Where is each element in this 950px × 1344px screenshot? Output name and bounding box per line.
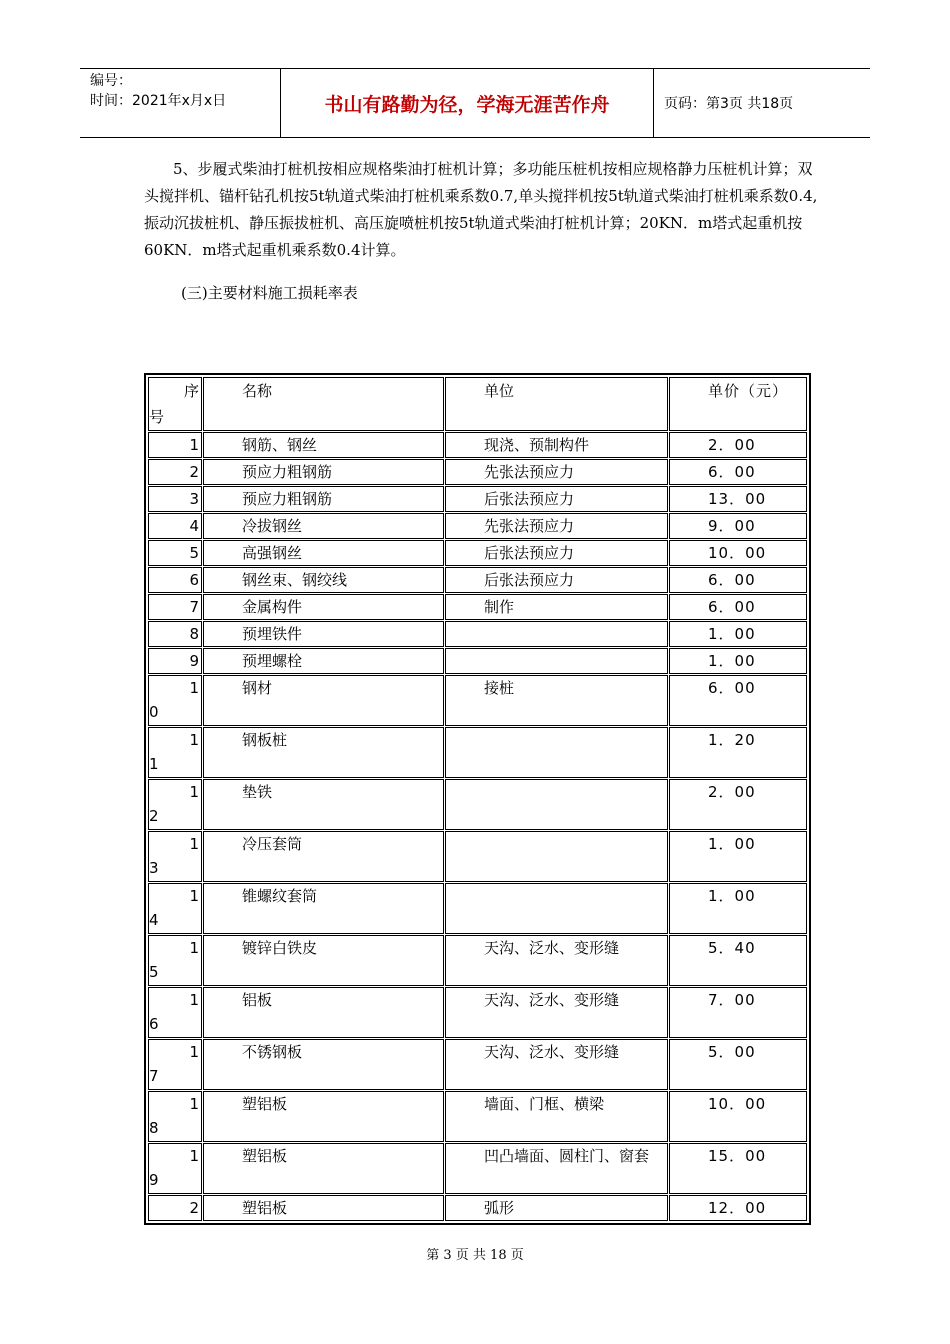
table-row: [148, 594, 807, 620]
header-seq: [148, 377, 202, 431]
row-unit: 弧形: [445, 1195, 668, 1221]
row-seq-a: 1: [189, 939, 199, 957]
row-price: 10．00: [669, 1091, 807, 1142]
row-seq-b: 2: [149, 807, 159, 825]
row-seq-a: 2: [189, 1199, 199, 1217]
row-price: 5．40: [669, 935, 807, 986]
row-price: 7．00: [669, 987, 807, 1038]
row-seq-b: 8: [149, 1119, 159, 1137]
row-unit: 天沟、泛水、变形缝: [445, 987, 668, 1038]
row-seq-a: 5: [189, 544, 199, 562]
row-price: 1．00: [669, 883, 807, 934]
row-price: 13．00: [669, 486, 807, 512]
row-seq-b: 7: [149, 1067, 159, 1085]
row-seq: [148, 1143, 202, 1194]
row-name: 不锈钢板: [203, 1039, 444, 1090]
row-unit: 制作: [445, 594, 668, 620]
row-unit: [445, 621, 668, 647]
row-seq: [148, 567, 202, 593]
table-row: [148, 727, 807, 778]
row-price: 10．00: [669, 540, 807, 566]
row-name: 预应力粗钢筋: [203, 486, 444, 512]
material-loss-table: [144, 373, 811, 1225]
header-seq-a: 序: [183, 382, 199, 400]
row-name: 塑铝板: [203, 1143, 444, 1194]
row-unit: 先张法预应力: [445, 513, 668, 539]
motto: 书山有路勤为径，学海无涯苦作舟: [324, 93, 610, 116]
row-seq-b: 5: [149, 963, 159, 981]
row-seq-a: 1: [189, 436, 199, 454]
row-seq-b: 9: [149, 1171, 159, 1189]
row-unit: 先张法预应力: [445, 459, 668, 485]
table-row: [148, 935, 807, 986]
row-unit: 凹凸墙面、圆柱门、窗套: [445, 1143, 668, 1194]
table-row: [148, 540, 807, 566]
row-price: 6．00: [669, 675, 807, 726]
row-seq-a: 7: [189, 598, 199, 616]
row-seq-a: 1: [189, 1095, 199, 1113]
row-price: 9．00: [669, 513, 807, 539]
header-price: 单价（元）: [669, 377, 807, 431]
table-row: [148, 1039, 807, 1090]
code-label: 编号：: [90, 73, 132, 89]
row-seq: [148, 675, 202, 726]
table-row: [148, 987, 807, 1038]
row-seq: [148, 883, 202, 934]
table-header-row: [148, 377, 807, 431]
row-seq: [148, 540, 202, 566]
row-name: 钢丝束、钢绞线: [203, 567, 444, 593]
row-name: 钢筋、钢丝: [203, 432, 444, 458]
row-seq-a: 1: [189, 783, 199, 801]
row-seq-a: 6: [189, 571, 199, 589]
row-seq-a: 8: [189, 625, 199, 643]
header-unit: 单位: [445, 377, 668, 431]
row-unit: [445, 727, 668, 778]
section-subheading: (三)主要材料施工损耗率表: [181, 284, 358, 302]
table: [147, 376, 808, 1222]
row-seq-a: 1: [189, 679, 199, 697]
row-seq: [148, 987, 202, 1038]
row-seq-b: 0: [149, 703, 159, 721]
row-price: 1．00: [669, 648, 807, 674]
table-row: [148, 779, 807, 830]
row-unit: [445, 831, 668, 882]
row-unit: 天沟、泛水、变形缝: [445, 1039, 668, 1090]
row-price: 12．00: [669, 1195, 807, 1221]
row-name: 金属构件: [203, 594, 444, 620]
row-seq-a: 1: [189, 731, 199, 749]
header-name: 名称: [203, 377, 444, 431]
row-unit: [445, 648, 668, 674]
row-price: 6．00: [669, 459, 807, 485]
row-seq-b: 4: [149, 911, 159, 929]
row-price: 2．00: [669, 432, 807, 458]
page-footer: 第 3 页 共 18 页: [426, 1248, 524, 1263]
table-row: [148, 486, 807, 512]
row-price: 1．20: [669, 727, 807, 778]
header-right: [654, 69, 870, 137]
row-price: 1．00: [669, 621, 807, 647]
row-name: 预埋螺栓: [203, 648, 444, 674]
table-row: [148, 675, 807, 726]
row-seq: [148, 459, 202, 485]
header-seq-b: 号: [149, 408, 165, 426]
table-row: [148, 1195, 807, 1221]
row-name: 冷拔钢丝: [203, 513, 444, 539]
row-seq-a: 1: [189, 1147, 199, 1165]
table-row: [148, 459, 807, 485]
page-header: [80, 68, 870, 138]
row-price: 2．00: [669, 779, 807, 830]
row-seq: [148, 513, 202, 539]
row-seq-b: 6: [149, 1015, 159, 1033]
row-price: 6．00: [669, 594, 807, 620]
row-unit: 现浇、预制构件: [445, 432, 668, 458]
row-unit: 接桩: [445, 675, 668, 726]
table-row: [148, 831, 807, 882]
row-seq: [148, 831, 202, 882]
table-row: [148, 567, 807, 593]
row-name: 镀锌白铁皮: [203, 935, 444, 986]
row-name: 冷压套筒: [203, 831, 444, 882]
row-seq: [148, 432, 202, 458]
row-seq: [148, 935, 202, 986]
row-seq: [148, 1039, 202, 1090]
row-seq-a: 9: [189, 652, 199, 670]
row-unit: 后张法预应力: [445, 486, 668, 512]
row-unit: 墙面、门框、横梁: [445, 1091, 668, 1142]
row-unit: [445, 883, 668, 934]
row-name: 预埋铁件: [203, 621, 444, 647]
row-seq-a: 2: [189, 463, 199, 481]
row-name: 锥螺纹套筒: [203, 883, 444, 934]
row-seq-a: 3: [189, 490, 199, 508]
row-seq: [148, 727, 202, 778]
row-seq-a: 4: [189, 517, 199, 535]
row-seq-a: 1: [189, 991, 199, 1009]
row-seq: [148, 779, 202, 830]
table-row: [148, 1143, 807, 1194]
row-unit: [445, 779, 668, 830]
row-seq: [148, 594, 202, 620]
table-row: [148, 513, 807, 539]
row-name: 塑铝板: [203, 1091, 444, 1142]
row-seq-a: 1: [189, 835, 199, 853]
row-price: 6．00: [669, 567, 807, 593]
row-seq-b: 1: [149, 755, 159, 773]
row-seq-a: 1: [189, 1043, 199, 1061]
row-name: 钢材: [203, 675, 444, 726]
row-seq: [148, 486, 202, 512]
table-row: [148, 432, 807, 458]
row-seq-b: 3: [149, 859, 159, 877]
table-body: [148, 377, 807, 1221]
header-middle: [281, 69, 654, 137]
body-paragraph: 5、步履式柴油打桩机按相应规格柴油打桩机计算；多功能压桩机按相应规格静力压桩机计算；双头搅拌机、锚杆钻孔机按5t轨道式柴油打桩机乘系数0.7,单头搅拌机按5t轨道式柴油打桩机乘系数0.4,振动沉拔桩机、静压振拔桩机、高压旋喷桩机按5t轨道式柴油打桩机计算；20KN．m塔式起重机按60KN．m塔式起重机乘系数0.4计算。: [144, 160, 818, 259]
row-seq: [148, 621, 202, 647]
table-row: [148, 1091, 807, 1142]
row-unit: 后张法预应力: [445, 540, 668, 566]
row-name: 预应力粗钢筋: [203, 459, 444, 485]
row-name: 钢板桩: [203, 727, 444, 778]
row-name: 塑铝板: [203, 1195, 444, 1221]
row-name: 铝板: [203, 987, 444, 1038]
table-row: [148, 621, 807, 647]
row-seq: [148, 1195, 202, 1221]
page-label: 页码：第3页 共18页: [664, 96, 794, 112]
header-left: [80, 69, 281, 137]
row-seq: [148, 1091, 202, 1142]
row-unit: 后张法预应力: [445, 567, 668, 593]
row-unit: 天沟、泛水、变形缝: [445, 935, 668, 986]
table-row: [148, 883, 807, 934]
row-name: 垫铁: [203, 779, 444, 830]
date-label: 时间：2021年x月x日: [90, 93, 227, 109]
row-seq: [148, 648, 202, 674]
row-price: 1．00: [669, 831, 807, 882]
table-row: [148, 648, 807, 674]
row-price: 5．00: [669, 1039, 807, 1090]
row-price: 15．00: [669, 1143, 807, 1194]
row-seq-a: 1: [189, 887, 199, 905]
row-name: 高强钢丝: [203, 540, 444, 566]
